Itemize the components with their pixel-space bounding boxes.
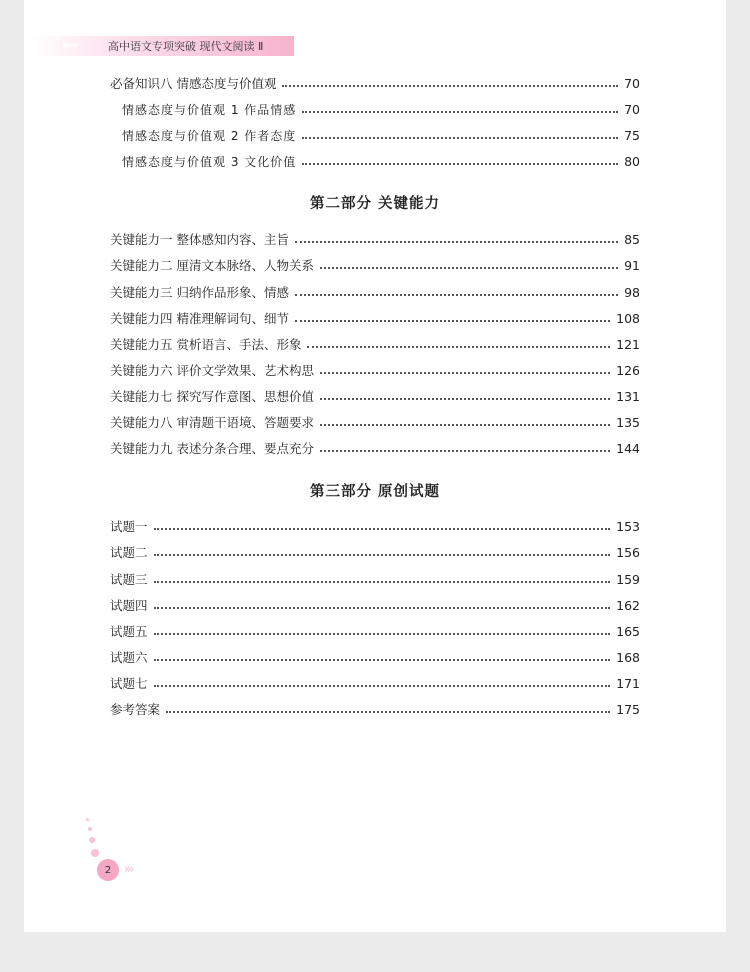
toc-entry-page: 85 <box>624 231 640 247</box>
dot-leader <box>154 554 611 556</box>
dot-leader <box>282 85 618 87</box>
dot-leader <box>154 685 611 687</box>
toc-entry-label: 试题一 <box>110 519 148 534</box>
toc-subentry[interactable] <box>0 151 750 171</box>
toc-entry-label: 关键能力一 整体感知内容、主旨 <box>110 232 289 247</box>
toc-entry-label: 情感态度与价值观 1 作品情感 <box>122 102 297 117</box>
dot-leader <box>320 424 610 426</box>
dot-leader <box>302 111 618 113</box>
toc-entry-label: 必备知识八 情感态度与价值观 <box>110 76 277 91</box>
dot-leader <box>320 450 610 452</box>
toc-entry-label: 试题五 <box>110 624 148 639</box>
toc-entry[interactable] <box>0 542 750 562</box>
toc-entry-page: 165 <box>616 623 640 639</box>
toc-entry-page: 98 <box>624 284 640 300</box>
toc-entry-page: 153 <box>616 518 640 534</box>
toc-entry-label: 关键能力八 审清题干语境、答题要求 <box>110 415 314 430</box>
toc-entry-label: 参考答案 <box>110 702 161 717</box>
toc-entry-page: 171 <box>616 675 640 691</box>
dot-leader <box>154 659 611 661</box>
toc-entry-page: 70 <box>624 101 640 117</box>
toc-entry-page: 162 <box>616 597 640 613</box>
dot-leader <box>320 372 610 374</box>
toc-entry-label: 关键能力六 评价文学效果、艺术构思 <box>110 363 314 378</box>
toc-subentry[interactable] <box>0 99 750 119</box>
toc-entry-label: 试题六 <box>110 650 148 665</box>
toc-entry[interactable] <box>0 569 750 589</box>
dot-leader <box>302 137 618 139</box>
toc-entry-page: 108 <box>616 310 640 326</box>
page-number-badge: 2 <box>97 859 119 881</box>
dot-leader <box>307 346 610 348</box>
dot-leader <box>166 711 610 713</box>
toc-entry-page: 80 <box>624 153 640 169</box>
toc-entry-page: 75 <box>624 127 640 143</box>
toc-entry[interactable] <box>0 516 750 536</box>
toc-entry[interactable] <box>0 595 750 615</box>
toc-entry-label: 关键能力五 赏析语言、手法、形象 <box>110 337 302 352</box>
toc-entry-page: 121 <box>616 336 640 352</box>
running-header-title: 高中语文专项突破 现代文阅读 Ⅱ <box>108 40 264 53</box>
dot-leader <box>320 398 610 400</box>
toc-entry-label: 情感态度与价值观 2 作者态度 <box>122 128 297 143</box>
toc-entry-page: 70 <box>624 75 640 91</box>
toc-entry[interactable] <box>0 282 750 302</box>
toc-entry[interactable] <box>0 621 750 641</box>
decor-dot <box>89 837 95 843</box>
toc-entry-page: 126 <box>616 362 640 378</box>
toc-subentry[interactable] <box>0 125 750 145</box>
toc-entry-page: 156 <box>616 544 640 560</box>
toc-entry-page: 144 <box>616 440 640 456</box>
toc-entry[interactable] <box>0 308 750 328</box>
decor-dot <box>91 849 99 857</box>
toc-entry-label: 关键能力七 探究写作意图、思想价值 <box>110 389 314 404</box>
footer-arrows-icon: ››› <box>124 862 133 876</box>
dot-leader <box>320 267 618 269</box>
toc-entry-page: 175 <box>616 701 640 717</box>
toc-entry-label: 试题四 <box>110 598 148 613</box>
toc-entry[interactable] <box>0 412 750 432</box>
dot-leader <box>154 581 611 583</box>
toc-entry[interactable] <box>0 386 750 406</box>
toc-entry[interactable] <box>0 699 750 719</box>
dot-leader <box>295 294 618 296</box>
toc-entry-page: 135 <box>616 414 640 430</box>
toc-entry-page: 168 <box>616 649 640 665</box>
toc-entry-page: 91 <box>624 257 640 273</box>
toc-entry[interactable] <box>0 438 750 458</box>
toc-entry[interactable] <box>0 647 750 667</box>
dot-leader <box>154 633 611 635</box>
toc-entry[interactable] <box>0 73 750 93</box>
decor-dot <box>88 827 92 831</box>
toc-entry-label: 关键能力四 精准理解词句、细节 <box>110 311 289 326</box>
toc-entry[interactable] <box>0 229 750 249</box>
toc-entry-page: 131 <box>616 388 640 404</box>
toc-entry-label: 试题三 <box>110 572 148 587</box>
toc-entry-label: 关键能力九 表述分条合理、要点充分 <box>110 441 314 456</box>
dot-leader <box>302 163 618 165</box>
dot-leader <box>154 528 611 530</box>
toc-entry-label: 情感态度与价值观 3 文化价值 <box>122 154 297 169</box>
dot-leader <box>295 241 618 243</box>
dot-leader <box>295 320 610 322</box>
dot-leader <box>154 607 611 609</box>
section-heading-part3: 第三部分 原创试题 <box>309 484 441 500</box>
section-heading-part2: 第二部分 关键能力 <box>309 196 441 212</box>
toc-entry-label: 试题七 <box>110 676 148 691</box>
toc-entry[interactable] <box>0 360 750 380</box>
toc-entry[interactable] <box>0 673 750 693</box>
toc-entry[interactable] <box>0 255 750 275</box>
toc-entry-label: 试题二 <box>110 545 148 560</box>
toc-entry-label: 关键能力二 厘清文本脉络、人物关系 <box>110 258 314 273</box>
decor-dot <box>86 818 89 821</box>
toc-entry[interactable] <box>0 334 750 354</box>
toc-entry-label: 关键能力三 归纳作品形象、情感 <box>110 285 289 300</box>
header-arrows-icon: ››››› <box>62 38 77 52</box>
toc-entry-page: 159 <box>616 571 640 587</box>
